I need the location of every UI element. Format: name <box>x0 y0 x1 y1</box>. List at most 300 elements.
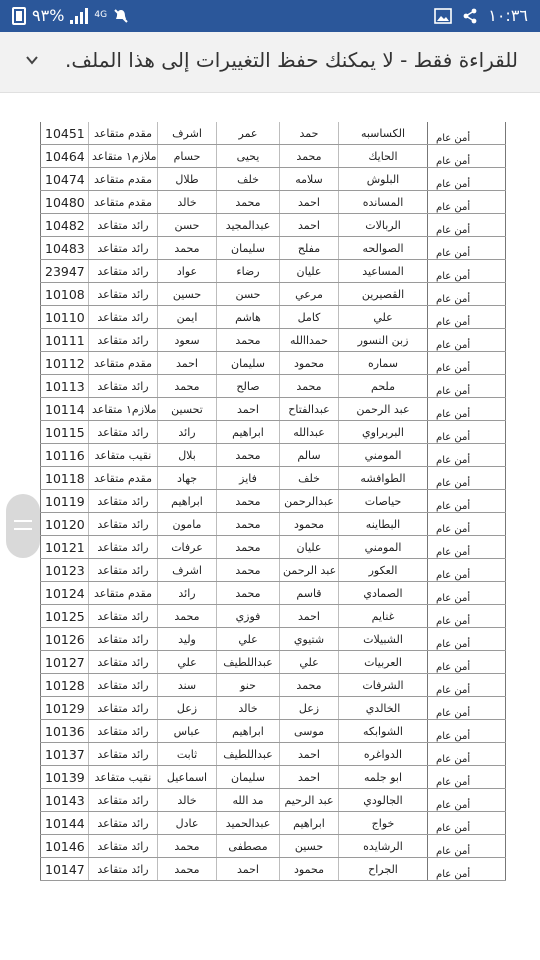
cell-rank[interactable] <box>89 145 158 168</box>
cell-father-name[interactable] <box>217 743 280 766</box>
cell-id[interactable] <box>41 283 89 306</box>
cell-id[interactable] <box>41 352 89 375</box>
cell-grandfather-name[interactable] <box>280 628 339 651</box>
cell-father-name[interactable] <box>217 306 280 329</box>
cell-family-name-text: الشبيلات <box>363 632 403 646</box>
cell-rank[interactable] <box>89 720 158 743</box>
cell-id[interactable] <box>41 421 89 444</box>
cell-family-name[interactable] <box>339 766 428 789</box>
cell-grandfather-name-text: احمد <box>298 218 320 232</box>
cell-father-name[interactable] <box>217 605 280 628</box>
cell-grandfather-name-text: زعل <box>298 701 320 715</box>
cell-rank[interactable] <box>89 559 158 582</box>
cell-first-name[interactable] <box>158 628 217 651</box>
cell-grandfather-name[interactable] <box>280 490 339 513</box>
cell-unit-text: أمن عام <box>436 547 471 558</box>
cell-rank[interactable] <box>89 329 158 352</box>
cell-rank[interactable] <box>89 697 158 720</box>
cell-rank[interactable] <box>89 168 158 191</box>
cell-grandfather-name[interactable] <box>280 237 339 260</box>
cell-grandfather-name-text: احمد <box>298 195 320 209</box>
cell-father-name[interactable] <box>217 145 280 168</box>
cell-rank-text: رائد متقاعد <box>97 494 149 508</box>
cell-first-name[interactable] <box>158 789 217 812</box>
cell-first-name-text: اسماعيل <box>166 770 208 784</box>
cell-grandfather-name[interactable] <box>280 122 339 145</box>
cell-id[interactable] <box>41 306 89 329</box>
cell-grandfather-name[interactable] <box>280 421 339 444</box>
cell-id[interactable] <box>41 214 89 237</box>
cell-rank-text: رائد متقاعد <box>97 287 149 301</box>
cell-first-name[interactable] <box>158 329 217 352</box>
cell-unit[interactable] <box>428 122 506 145</box>
cell-grandfather-name[interactable] <box>280 766 339 789</box>
cell-unit[interactable] <box>428 490 506 513</box>
cell-father-name[interactable] <box>217 835 280 858</box>
cell-unit[interactable] <box>428 789 506 812</box>
cell-id[interactable] <box>41 743 89 766</box>
cell-first-name[interactable] <box>158 766 217 789</box>
cell-id[interactable] <box>41 168 89 191</box>
cell-first-name[interactable] <box>158 398 217 421</box>
cell-grandfather-name[interactable] <box>280 191 339 214</box>
cell-rank[interactable] <box>89 674 158 697</box>
cell-unit[interactable] <box>428 352 506 375</box>
cell-first-name[interactable] <box>158 122 217 145</box>
cell-unit[interactable] <box>428 421 506 444</box>
table-row <box>41 398 506 421</box>
cell-id-text: 10124 <box>45 585 85 601</box>
cell-family-name[interactable] <box>339 858 428 881</box>
cell-father-name[interactable] <box>217 237 280 260</box>
cell-father-name[interactable] <box>217 467 280 490</box>
cell-first-name[interactable] <box>158 743 217 766</box>
cell-unit[interactable] <box>428 237 506 260</box>
cell-family-name[interactable] <box>339 283 428 306</box>
cell-rank-text: مقدم متقاعد <box>93 126 152 140</box>
cell-grandfather-name[interactable] <box>280 145 339 168</box>
cell-grandfather-name[interactable] <box>280 260 339 283</box>
cell-first-name[interactable] <box>158 812 217 835</box>
cell-family-name[interactable] <box>339 697 428 720</box>
cell-first-name[interactable] <box>158 490 217 513</box>
cell-family-name[interactable] <box>339 467 428 490</box>
cell-id-text: 10129 <box>45 700 85 716</box>
cell-id[interactable] <box>41 444 89 467</box>
cell-family-name[interactable] <box>339 605 428 628</box>
cell-grandfather-name[interactable] <box>280 513 339 536</box>
cell-father-name[interactable] <box>217 490 280 513</box>
cell-family-name[interactable] <box>339 651 428 674</box>
cell-id[interactable] <box>41 559 89 582</box>
cell-unit[interactable] <box>428 582 506 605</box>
cell-father-name[interactable] <box>217 858 280 881</box>
cell-rank[interactable] <box>89 352 158 375</box>
cell-unit[interactable] <box>428 697 506 720</box>
cell-father-name-text: محمد <box>235 494 261 508</box>
cell-first-name[interactable] <box>158 421 217 444</box>
cell-id[interactable] <box>41 329 89 352</box>
cell-rank[interactable] <box>89 582 158 605</box>
cell-first-name[interactable] <box>158 835 217 858</box>
cell-unit[interactable] <box>428 283 506 306</box>
cell-rank-text: رائد متقاعد <box>97 517 149 531</box>
cell-rank[interactable] <box>89 812 158 835</box>
cell-rank[interactable] <box>89 375 158 398</box>
cell-family-name-text: الجالودي <box>363 793 403 807</box>
cell-rank-text: رائد متقاعد <box>97 425 149 439</box>
cell-father-name[interactable] <box>217 352 280 375</box>
cell-first-name[interactable] <box>158 674 217 697</box>
cell-id[interactable] <box>41 651 89 674</box>
cell-father-name[interactable] <box>217 582 280 605</box>
cell-grandfather-name[interactable] <box>280 444 339 467</box>
cell-family-name[interactable] <box>339 375 428 398</box>
cell-id-text: 10125 <box>45 608 85 624</box>
cell-id[interactable] <box>41 858 89 881</box>
cell-family-name[interactable] <box>339 122 428 145</box>
cell-family-name[interactable] <box>339 168 428 191</box>
cell-id[interactable] <box>41 835 89 858</box>
cell-grandfather-name[interactable] <box>280 812 339 835</box>
cell-first-name[interactable] <box>158 306 217 329</box>
cell-unit[interactable] <box>428 835 506 858</box>
cell-grandfather-name[interactable] <box>280 375 339 398</box>
cell-rank-text: رائد متقاعد <box>97 310 149 324</box>
cell-id[interactable] <box>41 674 89 697</box>
cell-family-name[interactable] <box>339 674 428 697</box>
cell-unit[interactable] <box>428 168 506 191</box>
cell-first-name-text: اشرف <box>172 563 202 577</box>
cell-family-name[interactable] <box>339 421 428 444</box>
cell-grandfather-name[interactable] <box>280 467 339 490</box>
cell-grandfather-name[interactable] <box>280 858 339 881</box>
cell-family-name-text: الرشايده <box>363 839 403 853</box>
cell-first-name[interactable] <box>158 582 217 605</box>
cell-first-name[interactable] <box>158 352 217 375</box>
cell-first-name[interactable] <box>158 605 217 628</box>
cell-family-name-text: البطاينه <box>365 517 401 531</box>
cell-family-name-text: البلوش <box>366 172 400 186</box>
cell-id[interactable] <box>41 398 89 421</box>
cell-id[interactable] <box>41 789 89 812</box>
cell-unit[interactable] <box>428 398 506 421</box>
cell-father-name-text: هاشم <box>235 310 261 324</box>
cell-father-name[interactable] <box>217 398 280 421</box>
cell-rank[interactable] <box>89 306 158 329</box>
share-icon <box>462 8 478 24</box>
cell-grandfather-name[interactable] <box>280 651 339 674</box>
cell-id[interactable] <box>41 582 89 605</box>
cell-grandfather-name[interactable] <box>280 283 339 306</box>
cell-grandfather-name-text: مرعي <box>295 287 323 301</box>
cell-unit[interactable] <box>428 375 506 398</box>
cell-family-name[interactable] <box>339 559 428 582</box>
cell-first-name[interactable] <box>158 559 217 582</box>
cell-first-name[interactable] <box>158 444 217 467</box>
cell-unit[interactable] <box>428 559 506 582</box>
cell-grandfather-name-text: حسين <box>294 839 324 853</box>
cell-id[interactable] <box>41 260 89 283</box>
cell-id[interactable] <box>41 536 89 559</box>
cell-unit[interactable] <box>428 260 506 283</box>
table-row <box>41 697 506 720</box>
cell-id[interactable] <box>41 375 89 398</box>
cell-id[interactable] <box>41 490 89 513</box>
cell-grandfather-name[interactable] <box>280 674 339 697</box>
cell-family-name[interactable] <box>339 536 428 559</box>
cell-unit[interactable] <box>428 720 506 743</box>
cell-first-name[interactable] <box>158 283 217 306</box>
cell-father-name[interactable] <box>217 766 280 789</box>
cell-grandfather-name[interactable] <box>280 352 339 375</box>
cell-unit[interactable] <box>428 214 506 237</box>
cell-first-name-text: جهاد <box>176 471 198 485</box>
cell-unit[interactable] <box>428 329 506 352</box>
cell-unit[interactable] <box>428 743 506 766</box>
cell-id[interactable] <box>41 122 89 145</box>
table-row <box>41 467 506 490</box>
cell-id[interactable] <box>41 145 89 168</box>
cell-grandfather-name[interactable] <box>280 398 339 421</box>
cell-father-name-text: فايز <box>239 471 257 485</box>
cell-rank[interactable] <box>89 444 158 467</box>
cell-rank[interactable] <box>89 651 158 674</box>
cell-grandfather-name-text: كامل <box>297 310 321 324</box>
cell-father-name[interactable] <box>217 812 280 835</box>
cell-grandfather-name[interactable] <box>280 697 339 720</box>
cell-rank[interactable] <box>89 214 158 237</box>
cell-father-name[interactable] <box>217 720 280 743</box>
cell-rank-text: رائد متقاعد <box>97 218 149 232</box>
cell-first-name[interactable] <box>158 858 217 881</box>
cell-unit[interactable] <box>428 306 506 329</box>
cell-first-name[interactable] <box>158 697 217 720</box>
cell-id[interactable] <box>41 605 89 628</box>
cell-family-name[interactable] <box>339 628 428 651</box>
cell-rank[interactable] <box>89 421 158 444</box>
cell-id[interactable] <box>41 467 89 490</box>
cell-father-name[interactable] <box>217 191 280 214</box>
cell-father-name[interactable] <box>217 260 280 283</box>
table-row <box>41 559 506 582</box>
cell-rank[interactable] <box>89 237 158 260</box>
cell-rank[interactable] <box>89 835 158 858</box>
cell-family-name-text: الدواغره <box>363 747 403 761</box>
cell-rank[interactable] <box>89 490 158 513</box>
cell-grandfather-name[interactable] <box>280 605 339 628</box>
cell-unit-text: أمن عام <box>436 271 471 282</box>
cell-father-name[interactable] <box>217 789 280 812</box>
cell-rank-text: ملازم١ متقاعد <box>92 402 157 416</box>
cell-father-name[interactable] <box>217 697 280 720</box>
cell-rank[interactable] <box>89 191 158 214</box>
cell-grandfather-name[interactable] <box>280 306 339 329</box>
cell-rank[interactable] <box>89 766 158 789</box>
cell-rank[interactable] <box>89 513 158 536</box>
cell-family-name[interactable] <box>339 490 428 513</box>
cell-rank[interactable] <box>89 122 158 145</box>
cell-family-name-text: المساعيد <box>362 264 404 278</box>
battery-level: ٩٣% <box>32 6 65 25</box>
cell-id[interactable] <box>41 720 89 743</box>
cell-first-name-text: محمد <box>174 241 200 255</box>
cell-first-name[interactable] <box>158 145 217 168</box>
cell-family-name[interactable] <box>339 789 428 812</box>
cell-father-name[interactable] <box>217 168 280 191</box>
cell-father-name-text: علي <box>238 632 258 646</box>
cell-first-name[interactable] <box>158 191 217 214</box>
cell-first-name[interactable] <box>158 513 217 536</box>
cell-first-name-text: مامون <box>172 517 202 531</box>
cell-first-name[interactable] <box>158 720 217 743</box>
cell-id[interactable] <box>41 812 89 835</box>
cell-rank[interactable] <box>89 743 158 766</box>
cell-unit[interactable] <box>428 145 506 168</box>
cell-family-name[interactable] <box>339 720 428 743</box>
cell-father-name[interactable] <box>217 651 280 674</box>
cell-first-name[interactable] <box>158 260 217 283</box>
cell-grandfather-name[interactable] <box>280 582 339 605</box>
cell-unit[interactable] <box>428 812 506 835</box>
cell-family-name[interactable] <box>339 329 428 352</box>
scroll-handle[interactable] <box>6 494 40 558</box>
cell-rank-text: نقيب متقاعد <box>94 448 152 462</box>
cell-unit[interactable] <box>428 605 506 628</box>
cell-father-name[interactable] <box>217 628 280 651</box>
cell-unit[interactable] <box>428 444 506 467</box>
cell-unit[interactable] <box>428 651 506 674</box>
cell-father-name[interactable] <box>217 674 280 697</box>
cell-unit[interactable] <box>428 467 506 490</box>
cell-first-name[interactable] <box>158 536 217 559</box>
cell-first-name-text: سند <box>177 678 197 692</box>
cell-id[interactable] <box>41 191 89 214</box>
cell-rank[interactable] <box>89 628 158 651</box>
cell-unit[interactable] <box>428 536 506 559</box>
cell-grandfather-name[interactable] <box>280 168 339 191</box>
cell-grandfather-name[interactable] <box>280 559 339 582</box>
cell-rank[interactable] <box>89 260 158 283</box>
cell-id[interactable] <box>41 766 89 789</box>
cell-rank[interactable] <box>89 789 158 812</box>
cell-family-name[interactable] <box>339 835 428 858</box>
cell-family-name[interactable] <box>339 398 428 421</box>
cell-father-name[interactable] <box>217 421 280 444</box>
cell-grandfather-name-text: سالم <box>297 448 321 462</box>
cell-rank[interactable] <box>89 605 158 628</box>
cell-rank[interactable] <box>89 398 158 421</box>
cell-family-name[interactable] <box>339 260 428 283</box>
table-row <box>41 352 506 375</box>
cell-grandfather-name[interactable] <box>280 789 339 812</box>
cell-father-name[interactable] <box>217 559 280 582</box>
cell-first-name[interactable] <box>158 214 217 237</box>
spreadsheet-view[interactable] <box>40 122 494 881</box>
cell-grandfather-name[interactable] <box>280 720 339 743</box>
cell-unit-text: أمن عام <box>436 248 471 259</box>
cell-grandfather-name-text: موسى <box>294 724 324 738</box>
table-row <box>41 536 506 559</box>
cell-rank-text: رائد متقاعد <box>97 241 149 255</box>
cell-father-name[interactable] <box>217 513 280 536</box>
cell-father-name[interactable] <box>217 536 280 559</box>
cell-grandfather-name[interactable] <box>280 743 339 766</box>
cell-rank[interactable] <box>89 858 158 881</box>
cell-unit[interactable] <box>428 628 506 651</box>
cell-grandfather-name[interactable] <box>280 536 339 559</box>
cell-family-name[interactable] <box>339 513 428 536</box>
cell-id[interactable] <box>41 697 89 720</box>
cell-father-name[interactable] <box>217 214 280 237</box>
cell-unit[interactable] <box>428 513 506 536</box>
cell-father-name[interactable] <box>217 122 280 145</box>
cell-father-name[interactable] <box>217 329 280 352</box>
cell-family-name[interactable] <box>339 214 428 237</box>
cell-id-text: 10112 <box>45 355 85 371</box>
cell-first-name[interactable] <box>158 237 217 260</box>
cell-family-name[interactable] <box>339 306 428 329</box>
cell-first-name-text: رائد <box>178 586 196 600</box>
cell-father-name-text: سليمان <box>231 241 265 255</box>
cell-rank-text: رائد متقاعد <box>97 701 149 715</box>
cell-unit-text: أمن عام <box>436 593 471 604</box>
cell-grandfather-name[interactable] <box>280 214 339 237</box>
cell-family-name[interactable] <box>339 743 428 766</box>
cell-family-name[interactable] <box>339 812 428 835</box>
cell-rank-text: رائد متقاعد <box>97 655 149 669</box>
cell-first-name[interactable] <box>158 375 217 398</box>
cell-family-name[interactable] <box>339 237 428 260</box>
cell-family-name[interactable] <box>339 191 428 214</box>
cell-unit[interactable] <box>428 191 506 214</box>
cell-first-name[interactable] <box>158 467 217 490</box>
cell-family-name[interactable] <box>339 444 428 467</box>
table-row <box>41 145 506 168</box>
cell-rank-text: رائد متقاعد <box>97 839 149 853</box>
cell-id[interactable] <box>41 628 89 651</box>
read-only-banner <box>0 32 540 93</box>
cell-grandfather-name[interactable] <box>280 835 339 858</box>
cell-first-name[interactable] <box>158 651 217 674</box>
cell-family-name[interactable] <box>339 145 428 168</box>
cell-father-name[interactable] <box>217 283 280 306</box>
cell-family-name[interactable] <box>339 352 428 375</box>
cell-first-name[interactable] <box>158 168 217 191</box>
cell-family-name-text: الصوالحه <box>362 241 404 255</box>
cell-rank[interactable] <box>89 283 158 306</box>
cell-rank[interactable] <box>89 467 158 490</box>
cell-rank-text: رائد متقاعد <box>97 563 149 577</box>
cell-first-name-text: خالد <box>177 793 197 807</box>
cell-grandfather-name[interactable] <box>280 329 339 352</box>
cell-rank[interactable] <box>89 536 158 559</box>
cell-unit[interactable] <box>428 766 506 789</box>
cell-unit[interactable] <box>428 858 506 881</box>
cell-family-name-text: العربيات <box>364 655 402 669</box>
cell-id-text: 10482 <box>45 217 85 233</box>
cell-first-name-text: اشرف <box>172 126 202 140</box>
cell-father-name[interactable] <box>217 444 280 467</box>
chevron-down-icon[interactable] <box>26 54 38 66</box>
cell-id[interactable] <box>41 513 89 536</box>
cell-family-name[interactable] <box>339 582 428 605</box>
cell-rank-text: رائد متقاعد <box>97 747 149 761</box>
cell-id[interactable] <box>41 237 89 260</box>
cell-unit[interactable] <box>428 674 506 697</box>
cell-father-name-text: عبدالمجيد <box>225 218 271 232</box>
cell-father-name[interactable] <box>217 375 280 398</box>
